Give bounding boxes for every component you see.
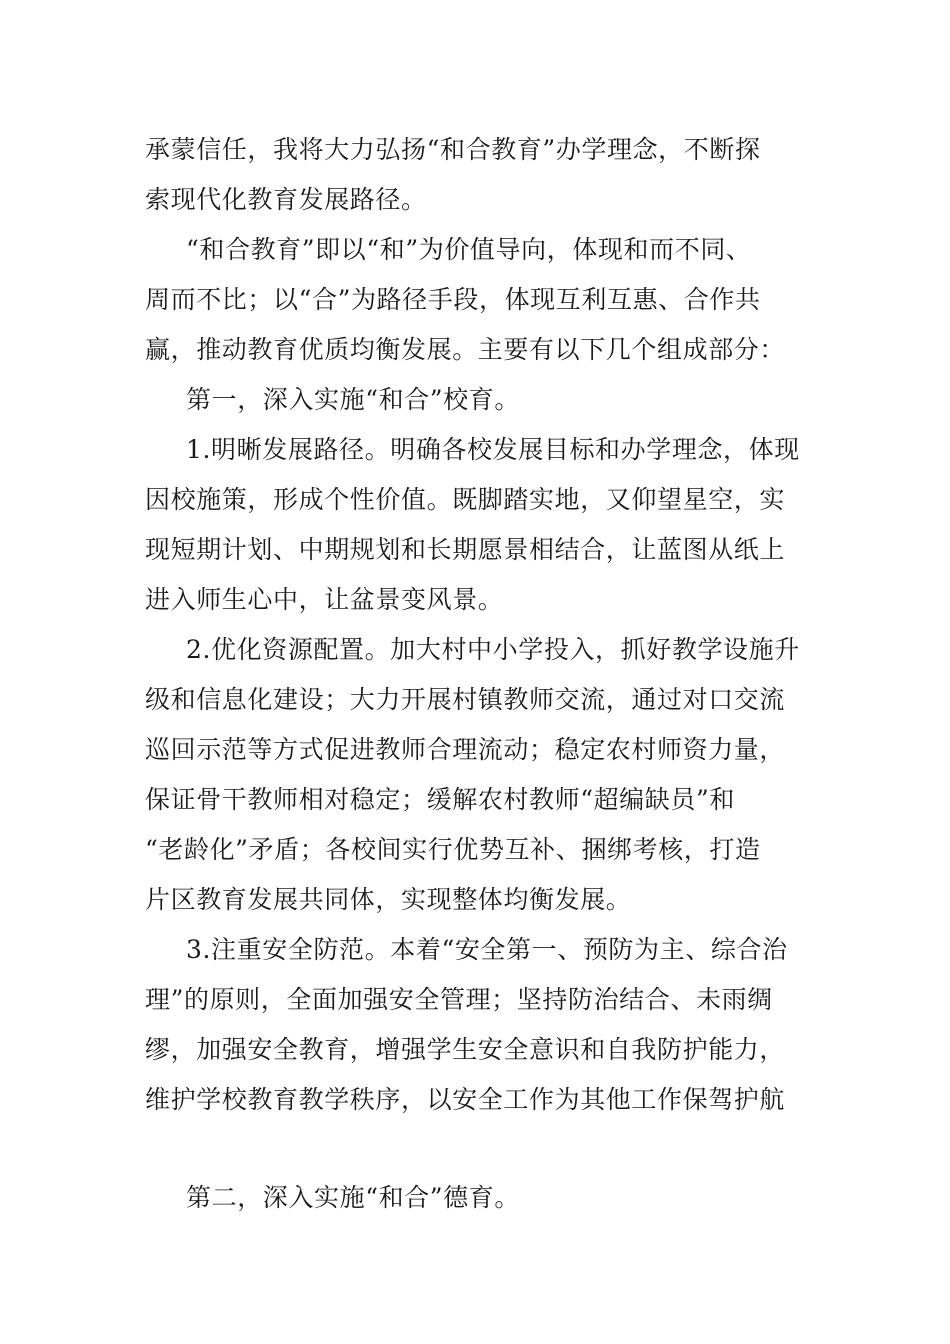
text-line: 3.注重安全防范。本着“安全第一、预防为主、综合治 xyxy=(186,935,788,964)
text-line: 巡回示范等方式促进教师合理流动；稳定农村师资力量， xyxy=(145,735,786,764)
text-line: 周而不比；以“合”为路径手段，体现互利互惠、合作共 xyxy=(145,285,761,314)
text-line: 赢，推动教育优质均衡发展。主要有以下几个组成部分： xyxy=(145,335,786,364)
text-line: 进入师生心中，让盆景变风景。 xyxy=(145,585,504,614)
text-line: 保证骨干教师相对稳定；缓解农村教师“超编缺员”和 xyxy=(145,785,735,814)
text-line: 承蒙信任，我将大力弘扬“和合教育”办学理念，不断探 xyxy=(145,135,761,164)
text-line: 因校施策，形成个性价值。既脚踏实地，又仰望星空，实 xyxy=(145,485,786,514)
text-line: 级和信息化建设；大力开展村镇教师交流，通过对口交流 xyxy=(145,685,786,714)
text-line: 片区教育发展共同体，实现整体均衡发展。 xyxy=(145,885,632,914)
section-heading: 第一，深入实施“和合”校育。 xyxy=(186,385,520,414)
section-heading: 第二，深入实施“和合”德育。 xyxy=(186,1183,520,1212)
text-line: “老龄化”矛盾；各校间实行优势互补、捆绑考核，打造 xyxy=(145,835,761,864)
text-line: 2.优化资源配置。加大村中小学投入，抓好教学设施升 xyxy=(186,635,800,664)
text-line: 1.明晰发展路径。明确各校发展目标和办学理念，体现 xyxy=(186,435,800,464)
text-line: “和合教育”即以“和”为价值导向，体现和而不同、 xyxy=(186,235,752,264)
text-line: 索现代化教育发展路径。 xyxy=(145,185,427,214)
text-line: 现短期计划、中期规划和长期愿景相结合，让蓝图从纸上 xyxy=(145,535,786,564)
text-line: 维护学校教育教学秩序，以安全工作为其他工作保驾护航 xyxy=(145,1085,786,1114)
text-line: 缪，加强安全教育，增强学生安全意识和自我防护能力， xyxy=(145,1035,786,1064)
text-line: 理”的原则，全面加强安全管理；坚持防治结合、未雨绸 xyxy=(145,985,773,1014)
